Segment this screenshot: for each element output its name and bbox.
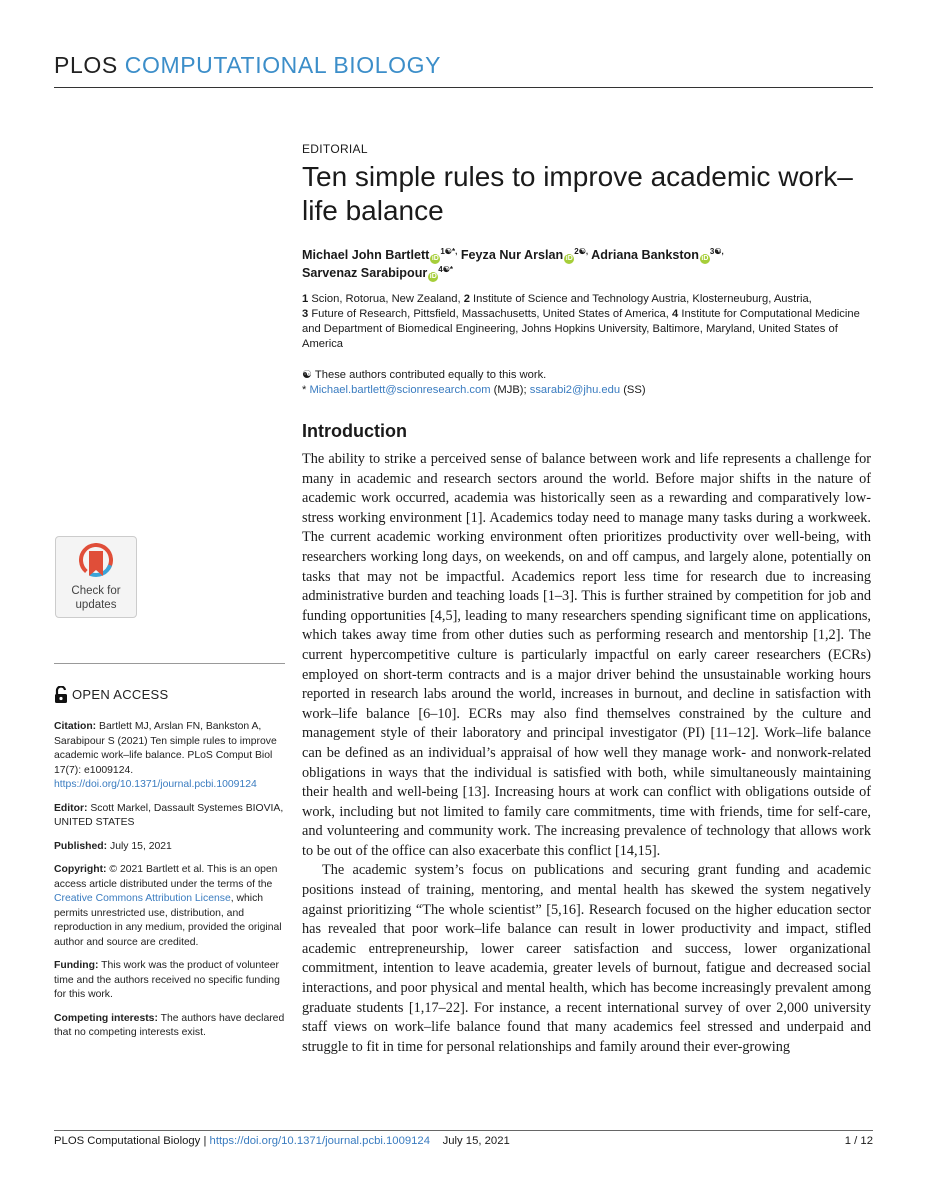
copyright-block <box>54 863 285 950</box>
editor-text: Scott Markel, Dassault Systemes BIOVIA, UNITED STATES <box>54 802 284 828</box>
header-rule <box>54 87 873 88</box>
orcid-icon[interactable]: iD <box>701 255 709 262</box>
author-marks: 4☯* <box>438 264 454 274</box>
correspondence <box>302 383 871 398</box>
affiliation-text: Future of Research, Pittsfield, Massachusetts, United States of America, <box>311 308 669 320</box>
affiliation-number: 3 <box>302 308 309 320</box>
footer-separator: | <box>200 1135 210 1147</box>
competing-label: Competing interests: <box>54 1012 158 1024</box>
footer-rule <box>54 1130 873 1131</box>
page-footer <box>54 1135 873 1147</box>
orcid-icon[interactable]: iD <box>431 255 439 262</box>
body-text <box>302 450 871 1057</box>
open-access-text: OPEN ACCESS <box>72 686 169 702</box>
editor-block <box>54 802 285 831</box>
competing-interests-block <box>54 1012 285 1041</box>
published-date: July 15, 2021 <box>110 840 172 852</box>
crossmark-icon <box>79 543 113 583</box>
section-heading: Introduction <box>302 421 407 441</box>
badge-line-1: Check for <box>71 585 121 597</box>
journal-subtitle: COMPUTATIONAL BIOLOGY <box>124 52 442 78</box>
sidebar <box>54 686 285 1050</box>
citation-label: Citation: <box>54 721 97 732</box>
funding-label: Funding: <box>54 960 99 971</box>
affiliation-text: Scion, Rotorua, New Zealand, <box>311 293 461 305</box>
license-link[interactable]: Creative Commons Attribution License <box>54 893 231 904</box>
editor-label: Editor: <box>54 802 88 814</box>
author-name[interactable]: Sarvenaz Sarabipour <box>302 266 428 280</box>
citation-doi-link[interactable]: https://doi.org/10.1371/journal.pcbi.1009124 <box>54 779 257 790</box>
check-for-updates-button[interactable] <box>55 536 137 618</box>
copyright-text: © 2021 Bartlett et al. This is an open access article distributed under the terms of the <box>54 864 278 890</box>
orcid-icon[interactable]: iD <box>429 273 437 280</box>
citation-block <box>54 720 285 793</box>
article-type: EDITORIAL <box>302 142 368 156</box>
affiliation-text: Institute of Science and Technology Austria, Klosterneuburg, Austria, <box>473 293 812 305</box>
footer-date: July 15, 2021 <box>442 1135 510 1147</box>
affiliations <box>302 292 871 352</box>
sidebar-rule <box>54 663 285 664</box>
copyright-label: Copyright: <box>54 864 107 875</box>
journal-header <box>54 52 441 79</box>
affiliation-number: 4 <box>672 308 679 320</box>
affiliation-number: 1 <box>302 293 309 305</box>
citation-text: Bartlett MJ, Arslan FN, Bankston A, Sarabipour S (2021) Ten simple rules to improve academic work–life balance. PLoS Comput Biol 17(7): e1009124. <box>54 721 277 776</box>
corr-text: (SS) <box>620 384 646 396</box>
orcid-icon[interactable]: iD <box>565 255 573 262</box>
paragraph: The academic system’s focus on publications and securing grant funding and academic positions instead of training, mentoring, and mental health has skewed the system negatively against prioritizing “The whole scientist” [5,16]. Research focused on the higher education sector has revealed that poor work–life balance can result in lower productivity and impact, stifled academic entrepreneurship, lower career satisfaction and success, lower organizational commitment, intention to leave academia, greater levels of burnout, fatigue and decreased social interactions, and poor physical and mental health, which has become increasingly prevalent among graduate students [1,17–22]. For instance, a recent international survey of over 2,000 university staff views on work–life balance found that many academics feel stressed and underpaid and struggle to fit in time for personal relationships and family around their ever-growing <box>302 862 871 1055</box>
funding-text: This work was the product of volunteer time and the authors received no specific funding for this work. <box>54 960 280 1000</box>
author-marks: 3☯, <box>709 246 724 256</box>
author-marks: 1☯*, <box>440 246 458 256</box>
author-marks: 2☯, <box>574 246 589 256</box>
journal-brand: PLOS <box>54 52 118 78</box>
footer-journal: PLOS Computational Biology <box>54 1135 201 1147</box>
competing-text: The authors have declared that no competing interests exist. <box>54 1012 285 1038</box>
open-access-label <box>54 686 285 704</box>
equal-contribution-note: ☯ These authors contributed equally to this work. <box>302 369 547 381</box>
footer-doi-link[interactable]: https://doi.org/10.1371/journal.pcbi.1009124 <box>209 1135 431 1147</box>
open-lock-icon <box>54 686 68 704</box>
article-title: Ten simple rules to improve academic work–life balance <box>302 161 853 226</box>
author-name[interactable]: Michael John Bartlett <box>302 248 430 262</box>
author-notes <box>302 368 871 398</box>
badge-line-2: updates <box>75 599 117 611</box>
corr-text: (MJB); <box>490 384 530 396</box>
email-link[interactable]: Michael.bartlett@scionresearch.com <box>309 384 491 396</box>
author-name[interactable]: Adriana Bankston <box>591 248 699 262</box>
author-name[interactable]: Feyza Nur Arslan <box>460 248 564 262</box>
published-block <box>54 840 285 855</box>
affiliation-text: Institute for Computational Medicine and Department of Biomedical Engineering, Johns Hopkins University, Baltimore, Maryland, United States of America <box>302 308 860 350</box>
email-link[interactable]: ssarabi2@jhu.edu <box>529 384 621 396</box>
published-label: Published: <box>54 840 108 852</box>
copyright-text: , which permits unrestricted use, distribution, and reproduction in any medium, provided the original author and source are credited. <box>54 893 282 948</box>
affiliation-number: 2 <box>463 293 470 305</box>
author-list <box>302 246 862 282</box>
corr-prefix: * <box>302 384 310 396</box>
paragraph: The ability to strike a perceived sense of balance between work and life represents a challenge for many in academic and research sectors around the world. Before major shifts in the nature of academic work occurred, academia was historically seen as a rewarding and comparatively low-stress working environment [1]. Academics today need to manage many tasks during a workweek. The current academic working environment often prioritizes productivity over well-being, with researchers working long days, on weekends, on and off campus, and largely alone, potentially on tasks that may not be impactful. Academics report less time for research due to increasing administrative burden and teaching loads [1–3]. This is further strained by competition for job and funding opportunities [4,5], leading to many researchers spending significant time on applications, which takes away time from other duties such as performing research and mentorship [1,2]. The current hypercompetitive culture is particularly impactful on early career researchers (ECRs) employed on short-term contracts and is a major driver behind the unsustainable working hours reported in research labs around the world, increases in burnout, and decline in satisfaction with work–life balance [6–10]. ECRs may also find themselves constrained by the culture and management style of their laboratory and principal investigator (PI) [11–12]. Work–life balance can be defined as an individual’s appraisal of how well they manage work- and nonwork-related obligations in ways that the individual is satisfied with both, while simultaneously maintaining their health and well-being [13]. Increasing hours at work can conflict with obligations outside of work, including but not limited to family care commitments, time with friends, time for self-care, and volunteering and community work. The increasing prevalence of technology that allows work to be out of the office can also exacerbate this conflict [14,15]. <box>302 451 871 859</box>
page-number: 1 / 12 <box>844 1135 873 1147</box>
funding-block <box>54 959 285 1003</box>
